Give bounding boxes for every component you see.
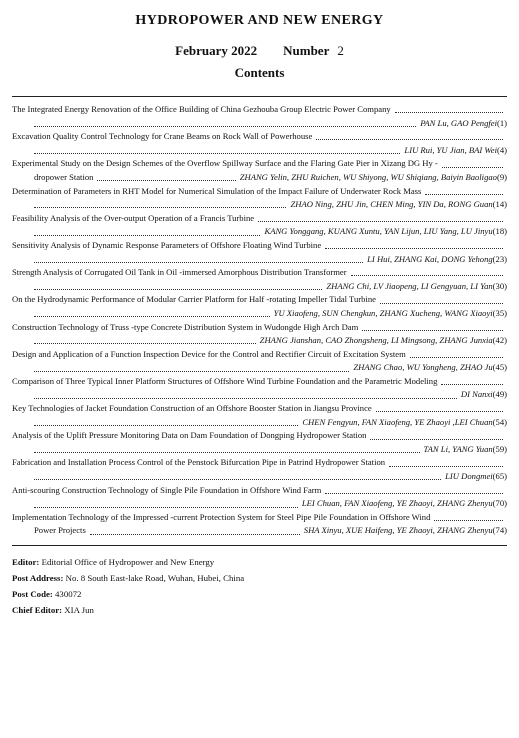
toc-entry-title-line: [12, 267, 507, 281]
article-title: Construction Technology of Truss -type Concrete Distribution System in Wudongde High Arch Dam: [12, 321, 359, 332]
issue-line: [12, 43, 507, 59]
toc-entry-author-line: [12, 118, 507, 132]
article-page: (42): [492, 335, 507, 346]
article-page: (70): [492, 498, 507, 509]
dot-leader: [395, 112, 503, 113]
toc-entry[interactable]: [12, 430, 507, 457]
toc-entry[interactable]: [12, 485, 507, 512]
toc-entry[interactable]: [12, 294, 507, 321]
toc-entry[interactable]: [12, 213, 507, 240]
article-page: (30): [492, 280, 507, 291]
top-divider: [12, 96, 507, 97]
issue-number: 2: [337, 43, 344, 58]
dot-leader: [325, 248, 503, 249]
toc-entry[interactable]: [12, 457, 507, 484]
toc-entry[interactable]: [12, 512, 507, 539]
toc-entry-title-line: [12, 294, 507, 308]
toc-entry-author-line: [12, 335, 507, 349]
dot-leader: [34, 262, 363, 263]
dot-leader: [34, 153, 400, 154]
chief-editor-value: XIA Jun: [64, 605, 94, 615]
toc-entry-title-line: [12, 213, 507, 227]
toc-entry-author-line: [12, 199, 507, 213]
toc-entry-title-line: [12, 240, 507, 254]
article-title: Strength Analysis of Corrugated Oil Tank in Oil -immersed Amorphous Distribution Transformer: [12, 267, 347, 278]
toc-entry[interactable]: [12, 322, 507, 349]
article-title: Excavation Quality Control Technology for Crane Beams on Rock Wall of Powerhouse: [12, 131, 313, 142]
dot-leader: [442, 167, 503, 168]
post-code-value: 430072: [55, 589, 82, 599]
dot-leader: [389, 466, 503, 467]
toc-entry-title-line: [12, 186, 507, 200]
article-page: (4): [496, 144, 507, 155]
table-of-contents: [12, 104, 507, 539]
issue-number-label: Number: [283, 43, 330, 58]
dot-leader: [34, 425, 298, 426]
toc-entry[interactable]: [12, 131, 507, 158]
article-title: Design and Application of a Function Inspection Device for the Control and Rectifier Circuit of Excitation System: [12, 348, 406, 359]
toc-entry-author-line: [12, 389, 507, 403]
toc-entry[interactable]: [12, 349, 507, 376]
dot-leader: [362, 330, 503, 331]
article-authors: LEI Chuan, FAN Xiaofeng, YE Zhaoyi, ZHANG Zhenyu: [301, 498, 493, 509]
article-title: Analysis of the Uplift Pressure Monitoring Data on Dam Foundation of Dongping Hydropower Station: [12, 430, 367, 441]
article-authors: LIU Dongmei: [445, 471, 493, 482]
article-title: Anti-scouring Construction Technology of Single Pile Foundation in Offshore Wind Farm: [12, 484, 322, 495]
article-page: (1): [496, 117, 507, 128]
dot-leader: [34, 289, 322, 290]
dot-leader: [34, 507, 298, 508]
address-value: No. 8 South East-lake Road, Wuhan, Hubei, China: [65, 573, 245, 583]
article-authors: YU Xiaofeng, SUN Chengkun, ZHANG Xucheng, WANG Xiaoyi: [273, 307, 493, 318]
article-title: Feasibility Analysis of the Over-output Operation of a Francis Turbine: [12, 212, 255, 223]
issue-date: February 2022: [175, 43, 258, 58]
dot-leader: [34, 371, 349, 372]
toc-entry-title-line: [12, 457, 507, 471]
chief-editor-label: Chief Editor:: [12, 605, 63, 615]
toc-entry-author-line: [12, 471, 507, 485]
article-page: (65): [492, 471, 507, 482]
toc-entry-author-line: [12, 226, 507, 240]
dot-leader: [34, 479, 441, 480]
address-row: [12, 570, 507, 586]
article-title-continued: Power Projects: [34, 525, 86, 536]
toc-entry[interactable]: [12, 240, 507, 267]
toc-entry-title-line: [12, 403, 507, 417]
post-code-label: Post Code:: [12, 589, 53, 599]
article-title: Comparison of Three Typical Inner Platform Structures of Offshore Wind Turbine Foundation and the Parametric Modeling: [12, 375, 438, 386]
article-authors: TAN Li, YANG Yuan: [423, 443, 493, 454]
dot-leader: [351, 275, 503, 276]
dot-leader: [410, 357, 503, 358]
toc-entry[interactable]: [12, 104, 507, 131]
article-authors: DI Nanxi: [460, 389, 493, 400]
article-page: (59): [492, 443, 507, 454]
article-authors: KANG Yonggang, KUANG Xuntu, YAN Lijun, LIU Yang, LU Jinyu: [264, 226, 493, 237]
dot-leader: [370, 439, 503, 440]
dot-leader: [34, 207, 286, 208]
toc-entry-title-line: [12, 322, 507, 336]
toc-entry-title-line: [12, 512, 507, 526]
article-authors: SHA Xinyu, XUE Haifeng, YE Zhaoyi, ZHANG Zhenyu: [303, 525, 493, 536]
toc-entry-author-line: [12, 145, 507, 159]
article-authors: LI Hui, ZHANG Kai, DONG Yehong: [367, 253, 493, 264]
article-title: Fabrication and Installation Process Control of the Penstock Bifurcation Pipe in Patrind Hydropower Station: [12, 457, 386, 468]
article-page: (9): [496, 171, 507, 182]
dot-leader: [325, 493, 503, 494]
article-page: (14): [492, 199, 507, 210]
article-title: Determination of Parameters in RHT Model for Numerical Simulation of the Impact Failure of Underwater Rock Mass: [12, 185, 422, 196]
toc-entry-title-line: [12, 131, 507, 145]
article-page: (54): [492, 416, 507, 427]
toc-entry-author-line: [12, 362, 507, 376]
dot-leader: [425, 194, 503, 195]
article-page: (49): [492, 389, 507, 400]
toc-entry[interactable]: [12, 186, 507, 213]
toc-entry-author-line: [12, 281, 507, 295]
article-authors: ZHANG Jianshan, CAO Zhongsheng, LI Mingsong, ZHANG Junxia: [259, 335, 493, 346]
toc-entry-title-line: [12, 376, 507, 390]
article-title: Sensitivity Analysis of Dynamic Response Parameters of Offshore Floating Wind Turbine: [12, 239, 322, 250]
dot-leader: [34, 398, 457, 399]
toc-entry[interactable]: [12, 267, 507, 294]
article-authors: ZHANG Yelin, ZHU Ruichen, WU Shiyong, WU Shiqiang, Baiyin Baoligao: [239, 171, 497, 182]
toc-entry-title-line: [12, 430, 507, 444]
toc-entry-author-line: [12, 498, 507, 512]
article-authors: LIU Rui, YU Jian, BAI Wei: [404, 144, 497, 155]
toc-entry-author-line: [12, 308, 507, 322]
toc-entry[interactable]: [12, 403, 507, 430]
publication-info: [12, 554, 507, 618]
article-page: (18): [492, 226, 507, 237]
dot-leader: [316, 139, 503, 140]
toc-entry-title-line: [12, 104, 507, 118]
dot-leader: [434, 520, 503, 521]
toc-entry-author-line: [12, 417, 507, 431]
editor-label: Editor:: [12, 557, 40, 567]
article-page: (74): [492, 525, 507, 536]
post-code-row: [12, 586, 507, 602]
article-authors: ZHANG Chao, WU Yongheng, ZHAO Ju: [353, 362, 493, 373]
toc-entry-author-line: [12, 172, 507, 186]
page-header: [12, 13, 507, 81]
dot-leader: [97, 180, 235, 181]
article-page: (23): [492, 253, 507, 264]
article-title: Key Technologies of Jacket Foundation Construction of an Offshore Booster Station in Jiangsu Province: [12, 403, 372, 414]
address-label: Post Address:: [12, 573, 64, 583]
article-page: (35): [492, 307, 507, 318]
dot-leader: [380, 303, 503, 304]
article-title: Implementation Technology of the Impressed -current Protection System for Steel Pipe Pile Foundation in Offshore Wind: [12, 511, 431, 522]
editor-row: [12, 554, 507, 570]
toc-entry-title-line: [12, 158, 507, 172]
dot-leader: [90, 534, 300, 535]
toc-entry-title-line: [12, 485, 507, 499]
article-title: The Integrated Energy Renovation of the Office Building of China Gezhouba Group Electric Power Company: [12, 104, 391, 114]
article-page: (45): [492, 362, 507, 373]
article-title: On the Hydrodynamic Performance of Modular Carrier Platform for Half -rotating Impeller Tidal Turbine: [12, 294, 376, 305]
toc-entry[interactable]: [12, 376, 507, 403]
journal-title: HYDROPOWER AND NEW ENERGY: [135, 13, 384, 28]
article-authors: CHEN Fengyun, FAN Xiaofeng, YE Zhaoyi ,LEI Chuan: [302, 416, 493, 427]
dot-leader: [34, 452, 420, 453]
editor-value: Editorial Office of Hydropower and New Energy: [41, 557, 215, 567]
article-title-continued: dropower Station: [34, 171, 94, 182]
toc-entry-title-line: [12, 349, 507, 363]
dot-leader: [441, 384, 503, 385]
chief-editor-row: [12, 602, 507, 618]
toc-entry-author-line: [12, 254, 507, 268]
toc-entry[interactable]: [12, 158, 507, 185]
dot-leader: [34, 316, 270, 317]
toc-entry-author-line: [12, 525, 507, 539]
article-authors: ZHAO Ning, ZHU Jin, CHEN Ming, YIN Da, RONG Guan: [290, 199, 493, 210]
toc-entry-author-line: [12, 444, 507, 458]
bottom-divider: [12, 545, 507, 546]
dot-leader: [34, 343, 256, 344]
dot-leader: [258, 221, 503, 222]
dot-leader: [376, 411, 503, 412]
article-authors: PAN Lu, GAO Pengfei: [420, 117, 497, 128]
dot-leader: [34, 126, 416, 127]
article-title: Experimental Study on the Design Schemes of the Overflow Spillway Surface and the Flaring Gate Pier in Xizang DG Hy -: [12, 158, 438, 169]
contents-heading: Contents: [234, 65, 285, 80]
article-authors: ZHANG Chi, LV Jiaopeng, LI Gengyuan, LI Yan: [326, 280, 493, 291]
dot-leader: [34, 235, 260, 236]
